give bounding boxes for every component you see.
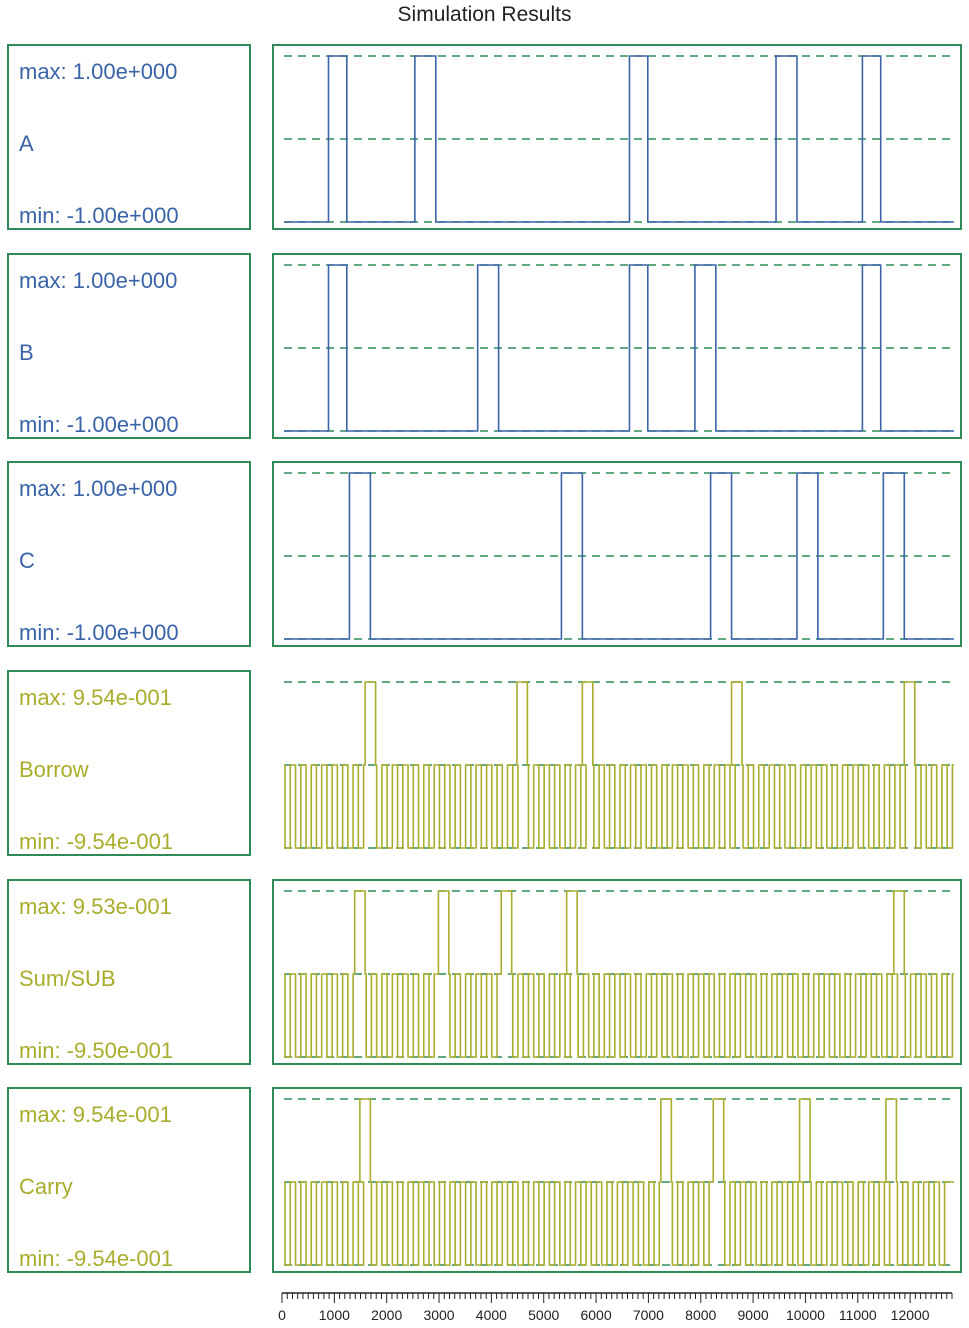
waveform-b bbox=[274, 255, 964, 441]
waveform-c bbox=[274, 463, 964, 649]
signal-name-label: Carry bbox=[19, 1174, 73, 1199]
signal-label-panel-borrow bbox=[7, 670, 251, 856]
axis-tick-label: 1000 bbox=[318, 1307, 350, 1323]
signal-name-label: A bbox=[19, 131, 34, 156]
axis-tick-label: 0 bbox=[278, 1307, 286, 1323]
waveform-panel-carry bbox=[272, 1087, 962, 1273]
signal-max-label: max: 9.54e-001 bbox=[19, 685, 172, 710]
signal-max-label: max: 1.00e+000 bbox=[19, 268, 178, 293]
axis-tick-label: 10000 bbox=[785, 1307, 825, 1323]
waveform-panel-c bbox=[272, 461, 962, 647]
signal-min-label: min: -9.50e-001 bbox=[19, 1038, 174, 1063]
axis-tick-label: 2000 bbox=[371, 1307, 403, 1323]
waveform-panel-borrow bbox=[272, 670, 962, 856]
axis-tick-label: 12000 bbox=[890, 1307, 930, 1323]
waveform-sum-sub bbox=[274, 881, 964, 1067]
signal-name-label: Borrow bbox=[19, 757, 89, 782]
signal-name-label: Sum/SUB bbox=[19, 966, 116, 991]
axis-tick-label: 5000 bbox=[528, 1307, 560, 1323]
signal-label-panel-c bbox=[7, 461, 251, 647]
signal-min-label: min: -9.54e-001 bbox=[19, 829, 174, 854]
axis-tick-label: 3000 bbox=[423, 1307, 455, 1323]
waveform-trace-sumsub bbox=[284, 891, 954, 1057]
signal-label-panel-a bbox=[7, 44, 251, 230]
time-axis bbox=[272, 1288, 962, 1326]
signal-max-label: max: 1.00e+000 bbox=[19, 59, 178, 84]
signal-label-panel-sum bbox=[7, 879, 251, 1065]
axis-tick-label: 11000 bbox=[838, 1307, 877, 1323]
signal-max-label: max: 9.54e-001 bbox=[19, 1102, 172, 1127]
axis-tick-label: 6000 bbox=[580, 1307, 612, 1323]
waveform-carry bbox=[274, 1089, 964, 1275]
signal-max-label: max: 9.53e-001 bbox=[19, 894, 172, 919]
signal-name-label: C bbox=[19, 548, 35, 573]
axis-tick-label: 8000 bbox=[685, 1307, 717, 1323]
signal-name-label: B bbox=[19, 340, 34, 365]
signal-max-label: max: 1.00e+000 bbox=[19, 476, 178, 501]
waveform-panel-b bbox=[272, 253, 962, 439]
waveform-panel-sum bbox=[272, 879, 962, 1065]
signal-min-label: min: -9.54e-001 bbox=[19, 1246, 174, 1271]
signal-label-panel-carry bbox=[7, 1087, 251, 1273]
signal-min-label: min: -1.00e+000 bbox=[19, 203, 179, 228]
axis-tick-label: 4000 bbox=[475, 1307, 507, 1323]
signal-min-label: min: -1.00e+000 bbox=[19, 412, 179, 437]
signal-label-panel-b bbox=[7, 253, 251, 439]
waveform-trace-borrow bbox=[284, 682, 954, 848]
waveform-panel-a bbox=[272, 44, 962, 230]
axis-tick-label: 7000 bbox=[632, 1307, 664, 1323]
signal-min-label: min: -1.00e+000 bbox=[19, 620, 179, 645]
waveform-borrow bbox=[274, 672, 964, 858]
axis-tick-label: 9000 bbox=[737, 1307, 769, 1323]
waveform-a bbox=[274, 46, 964, 232]
chart-title: Simulation Results bbox=[397, 3, 572, 26]
